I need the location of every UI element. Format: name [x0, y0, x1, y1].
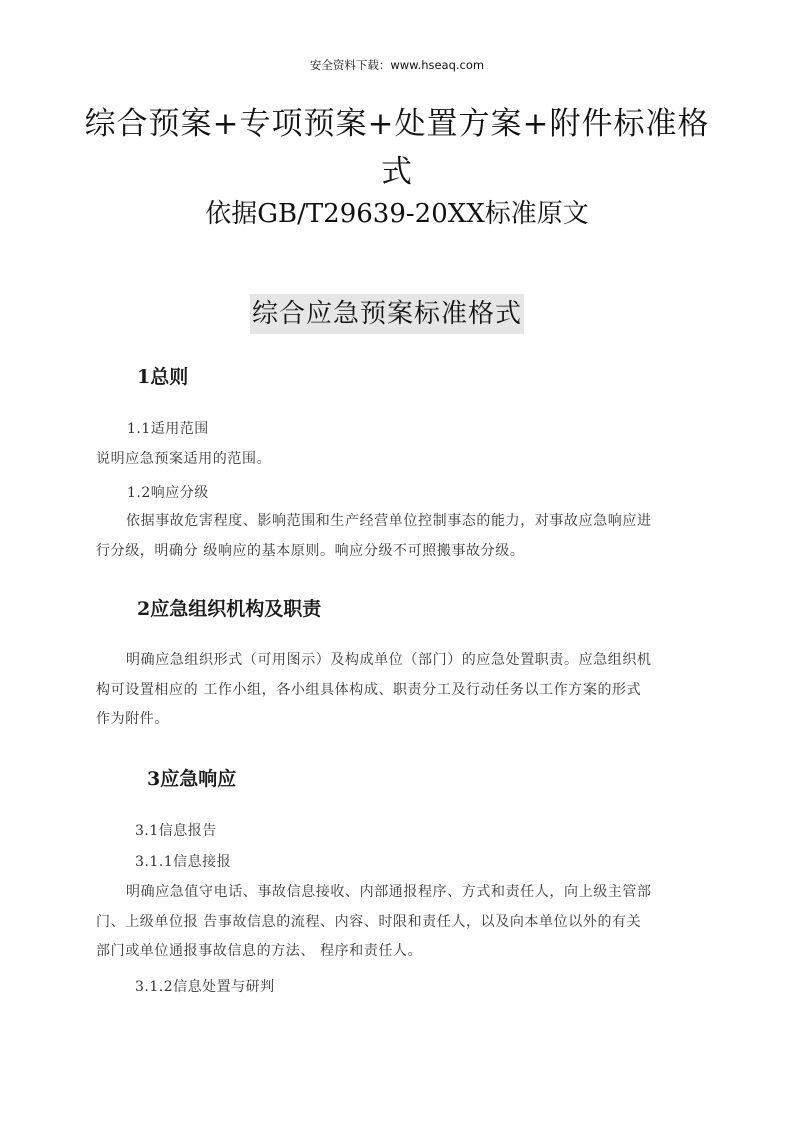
paragraph-response-levels	[96, 507, 700, 566]
heading-organization: 2应急组织机构及职责	[137, 598, 322, 620]
subheading-information-handling: 3.1.2信息处置与研判	[135, 979, 275, 995]
paragraph-line: 部门或单位通报事故信息的方法、 程序和责任人。	[96, 943, 423, 959]
subheading-scope: 1.1适用范围	[127, 421, 209, 437]
paragraph-organization	[96, 646, 700, 735]
document-title-line-1: 综合预案+专项预案+处置方案+附件标准格	[84, 106, 710, 142]
document-subtitle: 依据GB/T29639-20XX标准原文	[205, 199, 589, 229]
section-heading: 综合应急预案标准格式	[250, 294, 524, 334]
paragraph-line: 构可设置相应的 工作小组，各小组具体构成、职责分工及行动任务以工作方案的形式	[96, 681, 642, 698]
paragraph-line: 依据事故危害程度、影响范围和生产经营单位控制事态的能力，对事故应急响应进	[126, 513, 652, 529]
document-title	[60, 100, 734, 196]
site-header: 安全资料下载：www.hseaq.com	[309, 58, 485, 72]
paragraph-line: 明确应急值守电话、事故信息接收、内部通报程序、方式和责任人，向上级主管部	[126, 884, 652, 900]
paragraph-scope	[96, 445, 700, 475]
heading-general-principles: 1总则	[137, 366, 189, 388]
paragraph-line: 明确应急组织形式（可用图示）及构成单位（部门）的应急处置职责。应急组织机	[126, 652, 652, 668]
subheading-information-receipt: 3.1.1信息接报	[135, 854, 232, 870]
heading-emergency-response: 3应急响应	[147, 768, 237, 790]
paragraph-information-receipt	[96, 878, 700, 967]
subheading-response-levels: 1.2响应分级	[127, 485, 209, 501]
paragraph-scope-line: 说明应急预案适用的范围。	[96, 451, 272, 467]
subheading-information-report: 3.1信息报告	[135, 823, 217, 839]
paragraph-line: 行分级，明确分 级响应的基本原则。响应分级不可照搬事故分级。	[96, 542, 525, 559]
document-title-line-2: 式	[381, 154, 413, 190]
paragraph-line: 作为附件。	[96, 711, 169, 727]
paragraph-line: 门、上级单位报 告事故信息的流程、内容、时限和责任人，以及向本单位以外的有关	[96, 913, 642, 930]
